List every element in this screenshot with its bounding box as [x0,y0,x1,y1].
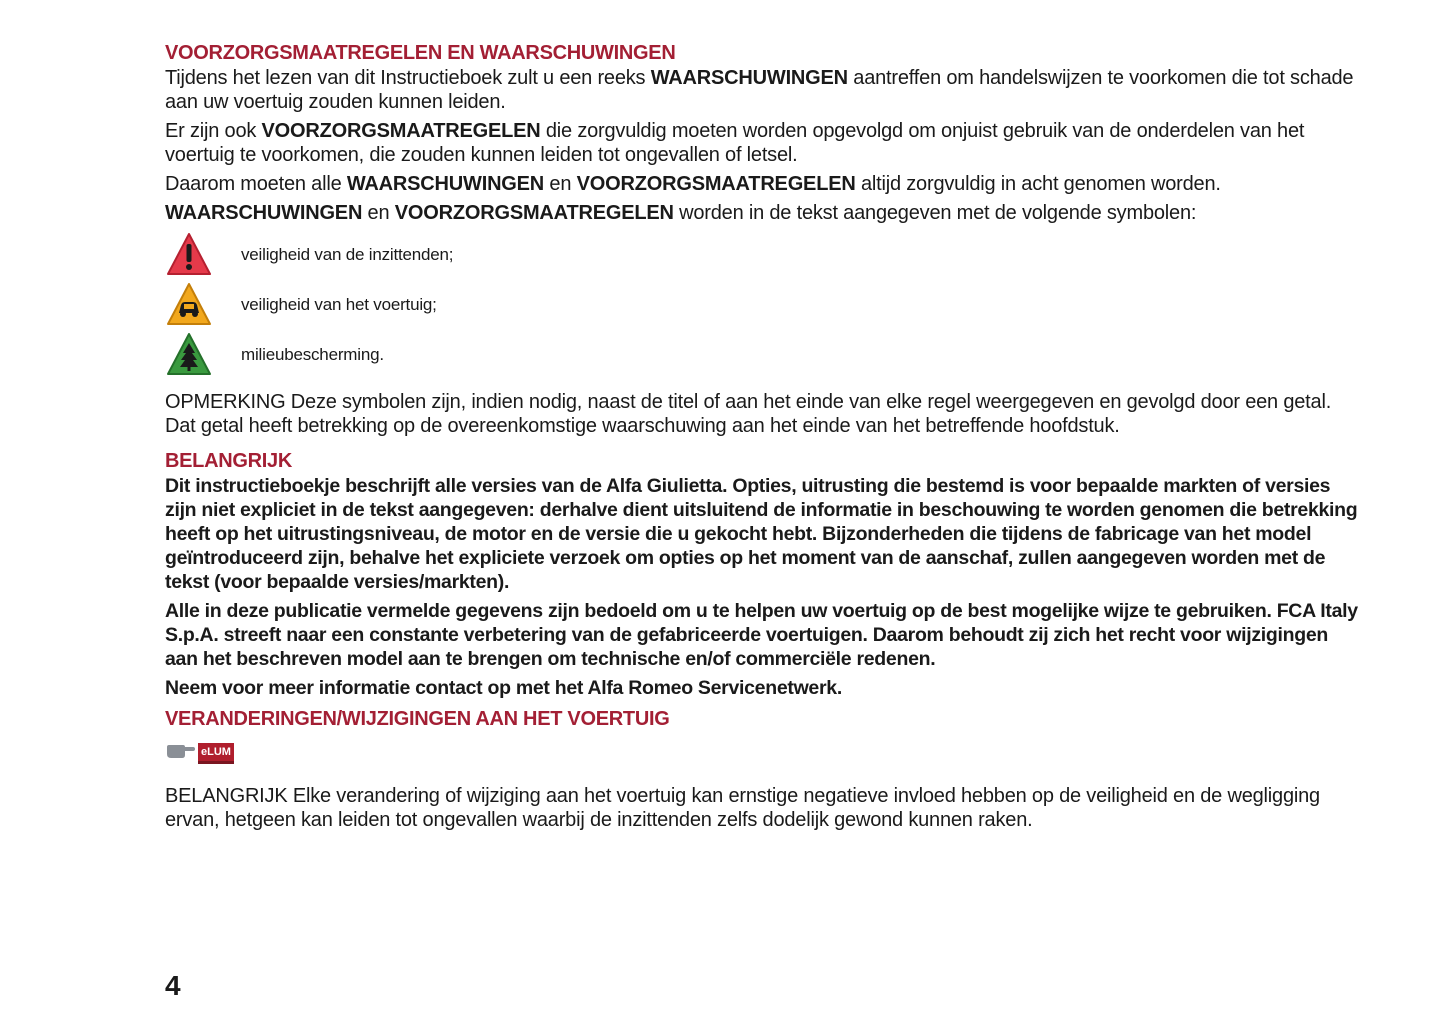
paragraph-observe-all: Daarom moeten alle WAARSCHUWINGEN en VOORZORGSMAATREGELEN altijd zorgvuldig in acht genomen worden. [165,173,1221,195]
paragraph-important-contact: Neem voor meer informatie contact op met het Alfa Romeo Servicenetwerk. [165,677,842,699]
paragraph-important-versions: Dit instructieboekje beschrijft alle versies van de Alfa Giulietta. Opties, uitrusting die bestemd is voor bepaalde markten of versies zijn niet expliciet in de tekst aangegeven: derhalve dient uitsluitend de informatie in beschouwing te worden genomen die betrekking heeft op het uitrustingsniveau, de motor en de versie die u gekocht hebt. Bijzonderheden die tijdens de fabricage van het model geïntroduceerd zijn, behalve het expliciete verzoek om opties op het moment van de aanschaf, zullen aangegeven worden met de tekst (voor bepaalde versies/markten). [165,475,1358,593]
elum-reference [165,738,1360,768]
vehicle-safety-icon [165,280,215,330]
section-title-important: BELANGRIJK [165,450,293,472]
paragraph-symbols-intro: WAARSCHUWINGEN en VOORZORGSMAATREGELEN worden in de tekst aangegeven met de volgende symbolen: [165,202,1197,224]
paragraph-modifications: BELANGRIJK Elke verandering of wijziging aan het voertuig kan ernstige negatieve invloed hebben op de veiligheid en de wegligging ervan, hetgeen kan leiden tot ongevallen waarbij de inzittenden zelfs dodelijk gewond kunnen raken. [165,785,1320,831]
page-number: 4 [165,970,181,1001]
page-content [165,40,1360,837]
section-title-modifications: VERANDERINGEN/WIJZIGINGEN AAN HET VOERTUIG [165,708,670,730]
section-title-warnings: VOORZORGSMAATREGELEN EN WAARSCHUWINGEN [165,42,676,64]
occupant-safety-icon [165,230,215,280]
elum-badge: eLUM [198,743,234,764]
symbol-label: veiligheid van het voertuig; [241,295,437,314]
paragraph-warnings-intro: Tijdens het lezen van dit Instructieboek zult u een reeks WAARSCHUWINGEN aantreffen om handelswijzen te voorkomen die tot schade aan uw voertuig zouden kunnen leiden. [165,67,1354,113]
symbol-label: veiligheid van de inzittenden; [241,245,454,264]
symbol-item-vehicle-safety [165,280,1360,330]
paragraph-note: OPMERKING Deze symbolen zijn, indien nodig, naast de titel of aan het einde van elke regel weergegeven en gevolgd door een getal. Dat getal heeft betrekking op de overeenkomstige waarschuwing aan het einde van het betreffende hoofdstuk. [165,391,1332,437]
symbol-list [165,230,1360,380]
paragraph-precautions-intro: Er zijn ook VOORZORGSMAATREGELEN die zorgvuldig moeten worden opgevolgd om onjuist gebruik van de onderdelen van het voertuig te voorkomen, die zouden kunnen leiden tot ongevallen of letsel. [165,120,1305,166]
pointing-hand-icon [165,742,195,765]
symbol-label: milieubescherming. [241,345,384,364]
symbol-item-occupant-safety [165,230,1360,280]
environment-icon [165,330,215,380]
symbol-item-environment [165,330,1360,380]
paragraph-important-data: Alle in deze publicatie vermelde gegevens zijn bedoeld om u te helpen uw voertuig op de best mogelijke wijze te gebruiken. FCA Italy S.p.A. streeft naar een constante verbetering van de gefabriceerde voertuigen. Daarom behoudt zij zich het recht voor wijzigingen aan het beschreven model aan te brengen om technische en/of commerciële redenen. [165,600,1358,670]
